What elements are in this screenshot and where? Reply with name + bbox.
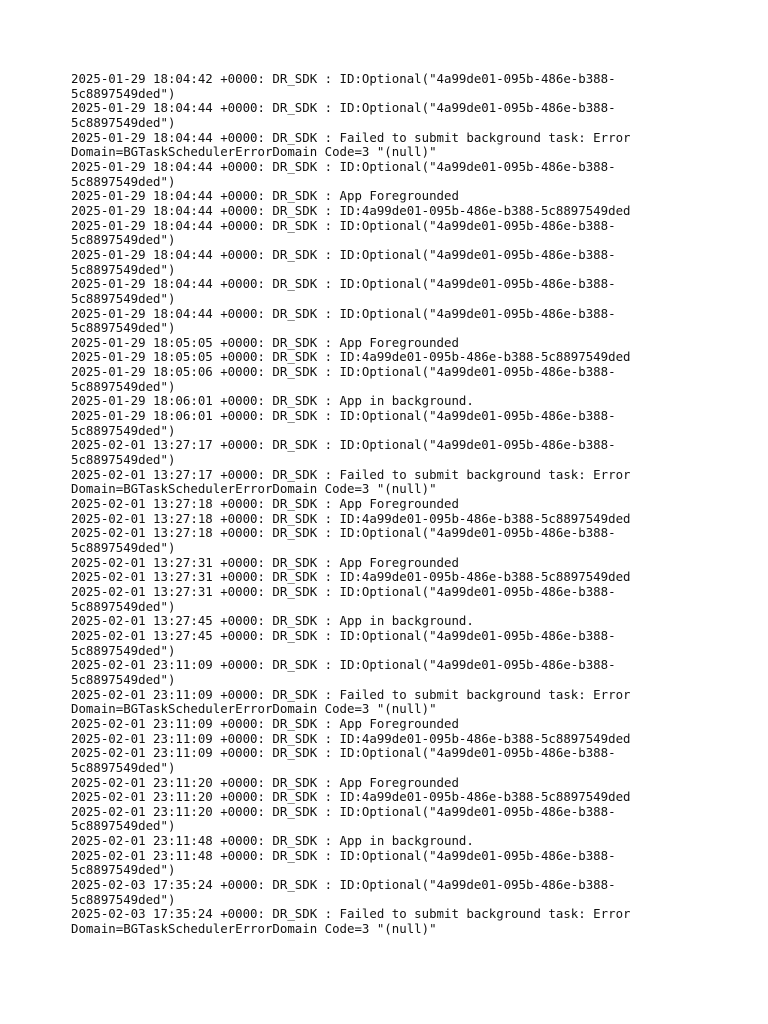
log-line: 2025-01-29 18:04:44 +0000: DR_SDK : ID:Optional("4a99de01-095b-486e-b388- [71,305,616,321]
log-line: 2025-02-03 17:35:24 +0000: DR_SDK : Failed to submit background task: Error [71,906,631,922]
log-line: 2025-02-01 13:27:18 +0000: DR_SDK : App Foregrounded [71,496,459,512]
log-line: 5c8897549ded") [71,114,176,130]
log-line: 2025-01-29 18:05:06 +0000: DR_SDK : ID:Optional("4a99de01-095b-486e-b388- [71,364,616,380]
log-line: 5c8897549ded") [71,759,176,775]
log-line: 2025-01-29 18:04:44 +0000: DR_SDK : ID:Optional("4a99de01-095b-486e-b388- [71,217,616,233]
log-line: 2025-01-29 18:04:44 +0000: DR_SDK : ID:Optional("4a99de01-095b-486e-b388- [71,246,616,262]
log-line: 2025-01-29 18:06:01 +0000: DR_SDK : ID:Optional("4a99de01-095b-486e-b388- [71,408,616,424]
log-line: 5c8897549ded") [71,598,176,614]
log-line: 5c8897549ded") [71,818,176,834]
log-line: 5c8897549ded") [71,540,176,555]
log-line: 5c8897549ded") [71,232,176,248]
log-line: 2025-02-01 13:27:45 +0000: DR_SDK : App in background. [71,613,474,629]
log-line: 2025-01-29 18:05:05 +0000: DR_SDK : App Foregrounded [71,334,459,350]
log-line: 2025-02-01 13:27:18 +0000: DR_SDK : ID:4a99de01-095b-486e-b388-5c8897549ded [71,510,631,526]
log-line: 2025-01-29 18:04:44 +0000: DR_SDK : ID:Optional("4a99de01-095b-486e-b388- [71,276,616,292]
log-line: 2025-01-29 18:04:44 +0000: DR_SDK : Failed to submit background task: Error [71,129,631,145]
log-line: 5c8897549ded") [71,671,176,687]
log-line: Domain=BGTaskSchedulerErrorDomain Code=3 "(null)" [71,701,437,717]
log-line: 5c8897549ded") [71,862,176,878]
log-line: 2025-02-01 13:27:31 +0000: DR_SDK : ID:Optional("4a99de01-095b-486e-b388- [71,583,616,599]
log-line: Domain=BGTaskSchedulerErrorDomain Code=3 "(null)" [71,921,437,937]
log-line: Domain=BGTaskSchedulerErrorDomain Code=3 "(null)" [71,481,437,497]
log-line: 2025-02-01 13:27:17 +0000: DR_SDK : ID:Optional("4a99de01-095b-486e-b388- [71,437,616,453]
log-line: 5c8897549ded") [71,422,176,438]
log-line: 2025-01-29 18:05:05 +0000: DR_SDK : ID:4a99de01-095b-486e-b388-5c8897549ded [71,349,631,365]
log-line: Domain=BGTaskSchedulerErrorDomain Code=3 "(null)" [71,144,437,160]
log-line: 5c8897549ded") [71,642,176,658]
log-line: 2025-02-01 13:27:31 +0000: DR_SDK : App Foregrounded [71,554,459,570]
log-line: 2025-01-29 18:04:44 +0000: DR_SDK : App Foregrounded [71,188,459,204]
log-line: 5c8897549ded") [71,452,176,468]
log-line: 2025-02-01 23:11:09 +0000: DR_SDK : ID:4a99de01-095b-486e-b388-5c8897549ded [71,730,631,746]
log-line: 5c8897549ded") [71,891,176,907]
log-line: 2025-02-01 23:11:48 +0000: DR_SDK : ID:Optional("4a99de01-095b-486e-b388- [71,847,616,863]
log-line: 2025-02-03 17:35:24 +0000: DR_SDK : ID:Optional("4a99de01-095b-486e-b388- [71,877,616,893]
log-line: 2025-01-29 18:04:42 +0000: DR_SDK : ID:Optional("4a99de01-095b-486e-b388- [71,71,616,86]
log-line: 2025-01-29 18:04:44 +0000: DR_SDK : ID:Optional("4a99de01-095b-486e-b388- [71,158,616,174]
log-line: 2025-02-01 23:11:20 +0000: DR_SDK : ID:Optional("4a99de01-095b-486e-b388- [71,803,616,819]
log-line: 2025-02-01 13:27:17 +0000: DR_SDK : Failed to submit background task: Error [71,466,631,482]
log-line: 5c8897549ded") [71,261,176,277]
log-line: 2025-01-29 18:06:01 +0000: DR_SDK : App in background. [71,393,474,409]
log-line: 2025-02-01 23:11:09 +0000: DR_SDK : ID:Optional("4a99de01-095b-486e-b388- [71,657,616,673]
log-line: 5c8897549ded") [71,85,176,101]
log-line: 2025-02-01 13:27:45 +0000: DR_SDK : ID:Optional("4a99de01-095b-486e-b388- [71,627,616,643]
log-line: 2025-02-01 23:11:09 +0000: DR_SDK : Failed to submit background task: Error [71,686,631,702]
log-line: 2025-01-29 18:04:44 +0000: DR_SDK : ID:Optional("4a99de01-095b-486e-b388- [71,100,616,116]
log-line: 2025-02-01 13:27:31 +0000: DR_SDK : ID:4a99de01-095b-486e-b388-5c8897549ded [71,569,631,585]
log-line: 2025-02-01 23:11:20 +0000: DR_SDK : ID:4a99de01-095b-486e-b388-5c8897549ded [71,789,631,805]
log-line: 2025-02-01 23:11:09 +0000: DR_SDK : ID:Optional("4a99de01-095b-486e-b388- [71,745,616,761]
log-line: 2025-01-29 18:04:44 +0000: DR_SDK : ID:4a99de01-095b-486e-b388-5c8897549ded [71,202,631,218]
log-line: 2025-02-01 23:11:48 +0000: DR_SDK : App in background. [71,833,474,849]
log-line: 2025-02-01 23:11:09 +0000: DR_SDK : App Foregrounded [71,715,459,731]
log-text-block [71,72,751,937]
log-line: 2025-02-01 23:11:20 +0000: DR_SDK : App Foregrounded [71,774,459,790]
log-line: 5c8897549ded") [71,173,176,189]
log-line: 2025-02-01 13:27:18 +0000: DR_SDK : ID:Optional("4a99de01-095b-486e-b388- [71,525,616,541]
log-line: 5c8897549ded") [71,320,176,336]
log-line: 5c8897549ded") [71,290,176,306]
log-line: 5c8897549ded") [71,378,176,394]
